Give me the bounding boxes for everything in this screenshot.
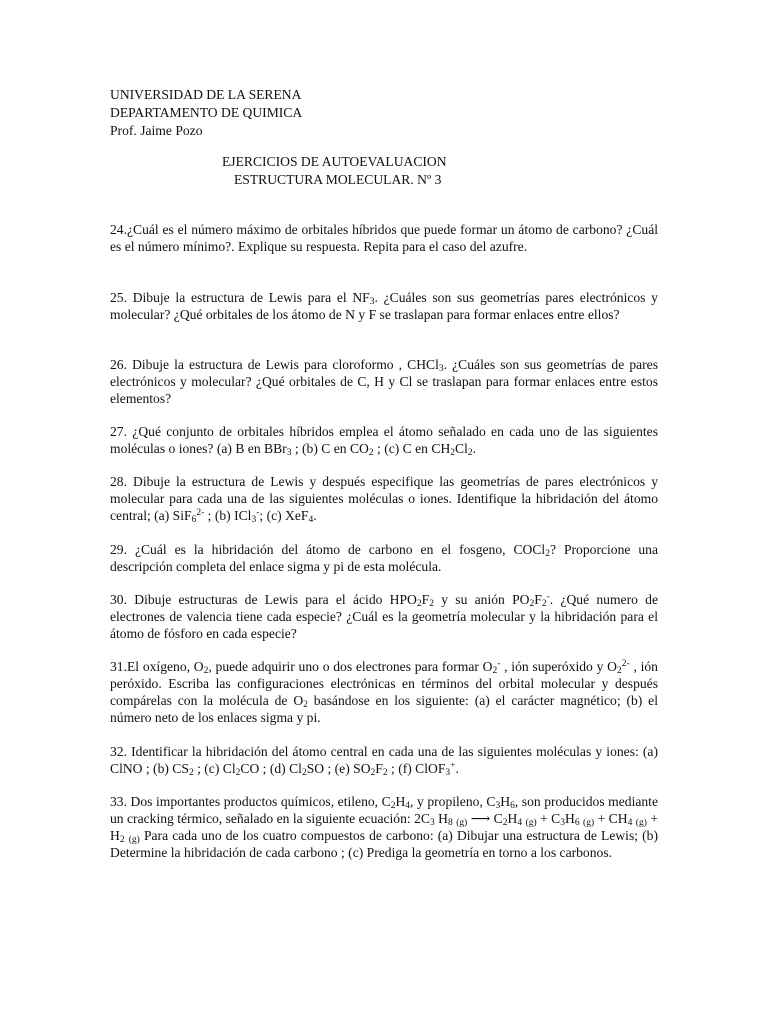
university-name: UNIVERSIDAD DE LA SERENA bbox=[110, 87, 302, 102]
question-28-text: 28. Dibuje la estructura de Lewis y después especifique las geometrías de pares electrónicos y molecular para cada una de las siguientes moléculas o iones. Identifique la hibridación del átomo central; (a) SiF$_6^{2-}$ ; (b) ICl$_3$-; (c) XeF$_4$. bbox=[110, 474, 658, 525]
title-line-2: ESTRUCTURA MOLECULAR. Nº 3 bbox=[234, 172, 442, 187]
question-33-text: 33. Dos importantes productos químicos, etileno, $C_2H_4$, y propileno, $C_3H_6$, son producidos mediante un cracking térmico, señalado en la siguiente ecuación: $2C_3$ $H_8$ $_{(g)}$ ⟶ $C_2H_4$ $_{(g)} + C_3H_6$ $_{(g)} + CH_4$ $_{(g)} + H_2$ $_{(g)}$ Para cada uno de los cuatro compuestos de carbono: (a) Dibujar una estructura de Lewis; (b) Determine la hibridación de cada carbono ; (c) Prediga la geometría en torno a los carbonos. bbox=[110, 794, 658, 860]
question-26-text: 26. Dibuje la estructura de Lewis para cloroformo , CHCl$_3$. ¿Cuáles son sus geometrías de pares electrónicos y molecular? ¿Qué orbitales de C, H y Cl se traslapan para formar enlaces entre estos elementos? bbox=[110, 357, 659, 406]
document-titles bbox=[110, 153, 658, 189]
question-32 bbox=[110, 743, 658, 777]
question-27-text: 27. ¿Qué conjunto de orbitales híbridos emplea el átomo señalado en cada uno de las siguientes moléculas o iones? (a) B en BBr$_3$ ; (b) C en $CO_2$ ; (c) C en $CH_2Cl_2$. bbox=[110, 424, 658, 458]
question-31 bbox=[110, 658, 658, 726]
question-25-text: 25. Dibuje la estructura de Lewis para el $NF_3$. ¿Cuáles son sus geometrías pares electrónicos y molecular? ¿Qué orbitales de los átomo de N y F se traslapan para formar enlaces entre ellos? bbox=[110, 290, 658, 322]
question-26 bbox=[110, 356, 658, 407]
question-27 bbox=[110, 423, 658, 457]
question-29 bbox=[110, 541, 658, 575]
question-30 bbox=[110, 591, 658, 642]
question-24-text: 24.¿Cuál es el número máximo de orbitales híbridos que puede formar un átomo de carbono? ¿Cuál es el número mínimo?. Explique su respuesta. Repita para el caso del azufre. bbox=[110, 222, 658, 254]
document-header bbox=[110, 86, 302, 140]
question-32-text: 32. Identificar la hibridación del átomo central en cada una de las siguientes moléculas y iones: (a) ClNO ; (b) $CS_2$ ; (c) $Cl_2CO$ ; (d) $Cl_2SO$ ; (e) $SO_2F_2$ ; (f) ClOF$_3$+. bbox=[110, 744, 658, 778]
title-line-1: EJERCICIOS DE AUTOEVALUACION bbox=[222, 154, 447, 169]
question-29-text: 29. ¿Cuál es la hibridación del átomo de carbono en el fosgeno, COCl$_2$? Proporcione una descripción completa del enlace sigma y pi de esta molécula. bbox=[110, 542, 658, 574]
professor-name: Prof. Jaime Pozo bbox=[110, 123, 203, 138]
question-28 bbox=[110, 473, 658, 524]
question-33 bbox=[110, 793, 658, 861]
question-25 bbox=[110, 289, 658, 323]
question-24 bbox=[110, 221, 658, 255]
question-30-text: 30. Dibuje estructuras de Lewis para el ácido $HPO_2F_2$ y su anión $PO_2F_2^-$. ¿Qué numero de electrones de valencia tiene cada especie? ¿Cuál es la geometría molecular y la hibridación para el átomo de fósforo en cada especie? bbox=[110, 592, 658, 641]
department-name: DEPARTAMENTO DE QUIMICA bbox=[110, 105, 303, 120]
question-31-text: 31.El oxígeno, $O_2$, puede adquirir uno o dos electrones para formar $O_2^-$ , ión superóxido y $O_2^{2-}$ , ión peróxido. Escriba las configuraciones electrónicas en términos del orbital molecular y después compárelas con la molécula de $O_2$ basándose en los siguiente: (a) el carácter magnético; (b) el número neto de los enlaces sigma y pi. bbox=[110, 659, 658, 725]
